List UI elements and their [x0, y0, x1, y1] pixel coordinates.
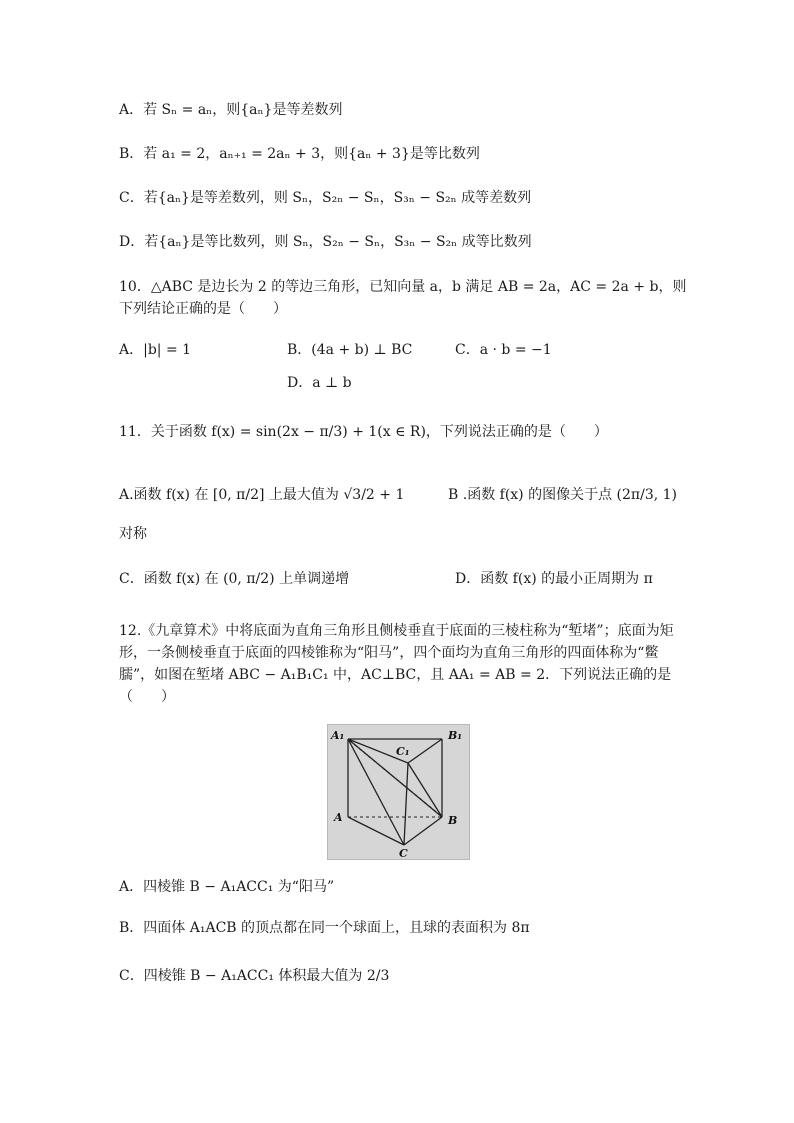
q11-option-b-continued: 对称	[119, 526, 147, 542]
label-a1: A₁	[331, 729, 345, 742]
label-a: A	[334, 811, 343, 824]
q10-option-d: D．a ⊥ b	[287, 375, 352, 391]
q9-option-c: C．若{aₙ}是等差数列，则 Sₙ，S₂ₙ − Sₙ，S₃ₙ − S₂ₙ 成等差数列	[119, 190, 532, 206]
edge-c1-b	[408, 763, 442, 817]
q10-option-c: C．a · b = −1	[455, 342, 552, 358]
q12-option-a: A．四棱锥 B − A₁ACC₁ 为“阳马”	[119, 879, 335, 895]
label-b: B	[448, 814, 458, 827]
q10-stem-line2: 下列结论正确的是（ ）	[119, 301, 287, 317]
edge-c-b	[404, 817, 442, 845]
prism-figure	[327, 724, 470, 860]
q12-option-c: C．四棱锥 B − A₁ACC₁ 体积最大值为 2/3	[119, 968, 390, 984]
q9-option-b: B．若 a₁ = 2，aₙ₊₁ = 2aₙ + 3，则{aₙ + 3}是等比数列	[119, 146, 480, 162]
edge-c1-b1	[408, 739, 442, 763]
q12-stem-line1: 12.《九章算术》中将底面为直角三角形且侧棱垂直于底面的三棱柱称为“堑堵”；底面为矩	[119, 623, 674, 639]
edge-c1-c	[404, 763, 408, 845]
q10-option-a: A．|b| = 1	[119, 342, 192, 358]
q12-stem-line3: 臑”，如图在堑堵 ABC − A₁B₁C₁ 中，AC⊥BC，且 AA₁ = AB = 2．下列说法正确的是	[119, 667, 672, 683]
label-c: C	[399, 847, 408, 859]
q12-stem-line2: 形，一条侧棱垂直于底面的四棱锥称为“阳马”，四个面均为直角三角形的四面体称为“鳖	[119, 645, 659, 661]
label-c1: C₁	[396, 745, 410, 758]
q11-option-a: A.函数 f(x) 在 [0, π/2] 上最大值为 √3/2 + 1	[119, 487, 405, 503]
q12-stem-line4: （ ）	[119, 689, 175, 705]
label-b1: B₁	[448, 729, 463, 742]
q9-option-d: D．若{aₙ}是等比数列，则 Sₙ，S₂ₙ − Sₙ，S₃ₙ − S₂ₙ 成等比数列	[119, 234, 532, 250]
edge-a-c	[348, 817, 404, 845]
q11-option-d: D．函数 f(x) 的最小正周期为 π	[455, 571, 653, 587]
q12-option-b: B．四面体 A₁ACB 的顶点都在同一个球面上，且球的表面积为 8π	[119, 920, 530, 936]
q11-option-b: B .函数 f(x) 的图像关于点 (2π/3, 1)	[448, 487, 678, 503]
q11-option-c: C．函数 f(x) 在 (0, π/2) 上单调递增	[119, 571, 350, 587]
q10-stem-line1: 10．△ABC 是边长为 2 的等边三角形，已知向量 a，b 满足 AB = 2a，AC = 2a + b，则	[119, 279, 687, 295]
q9-option-a: A．若 Sₙ = aₙ，则{aₙ}是等差数列	[119, 102, 343, 118]
edge-a1-b	[348, 739, 442, 817]
prism-diagram	[328, 725, 469, 859]
q10-option-b: B．(4a + b) ⊥ BC	[287, 342, 413, 358]
q11-stem: 11．关于函数 f(x) = sin(2x − π/3) + 1(x ∈ R)，下列说法正确的是（ ）	[119, 424, 608, 440]
